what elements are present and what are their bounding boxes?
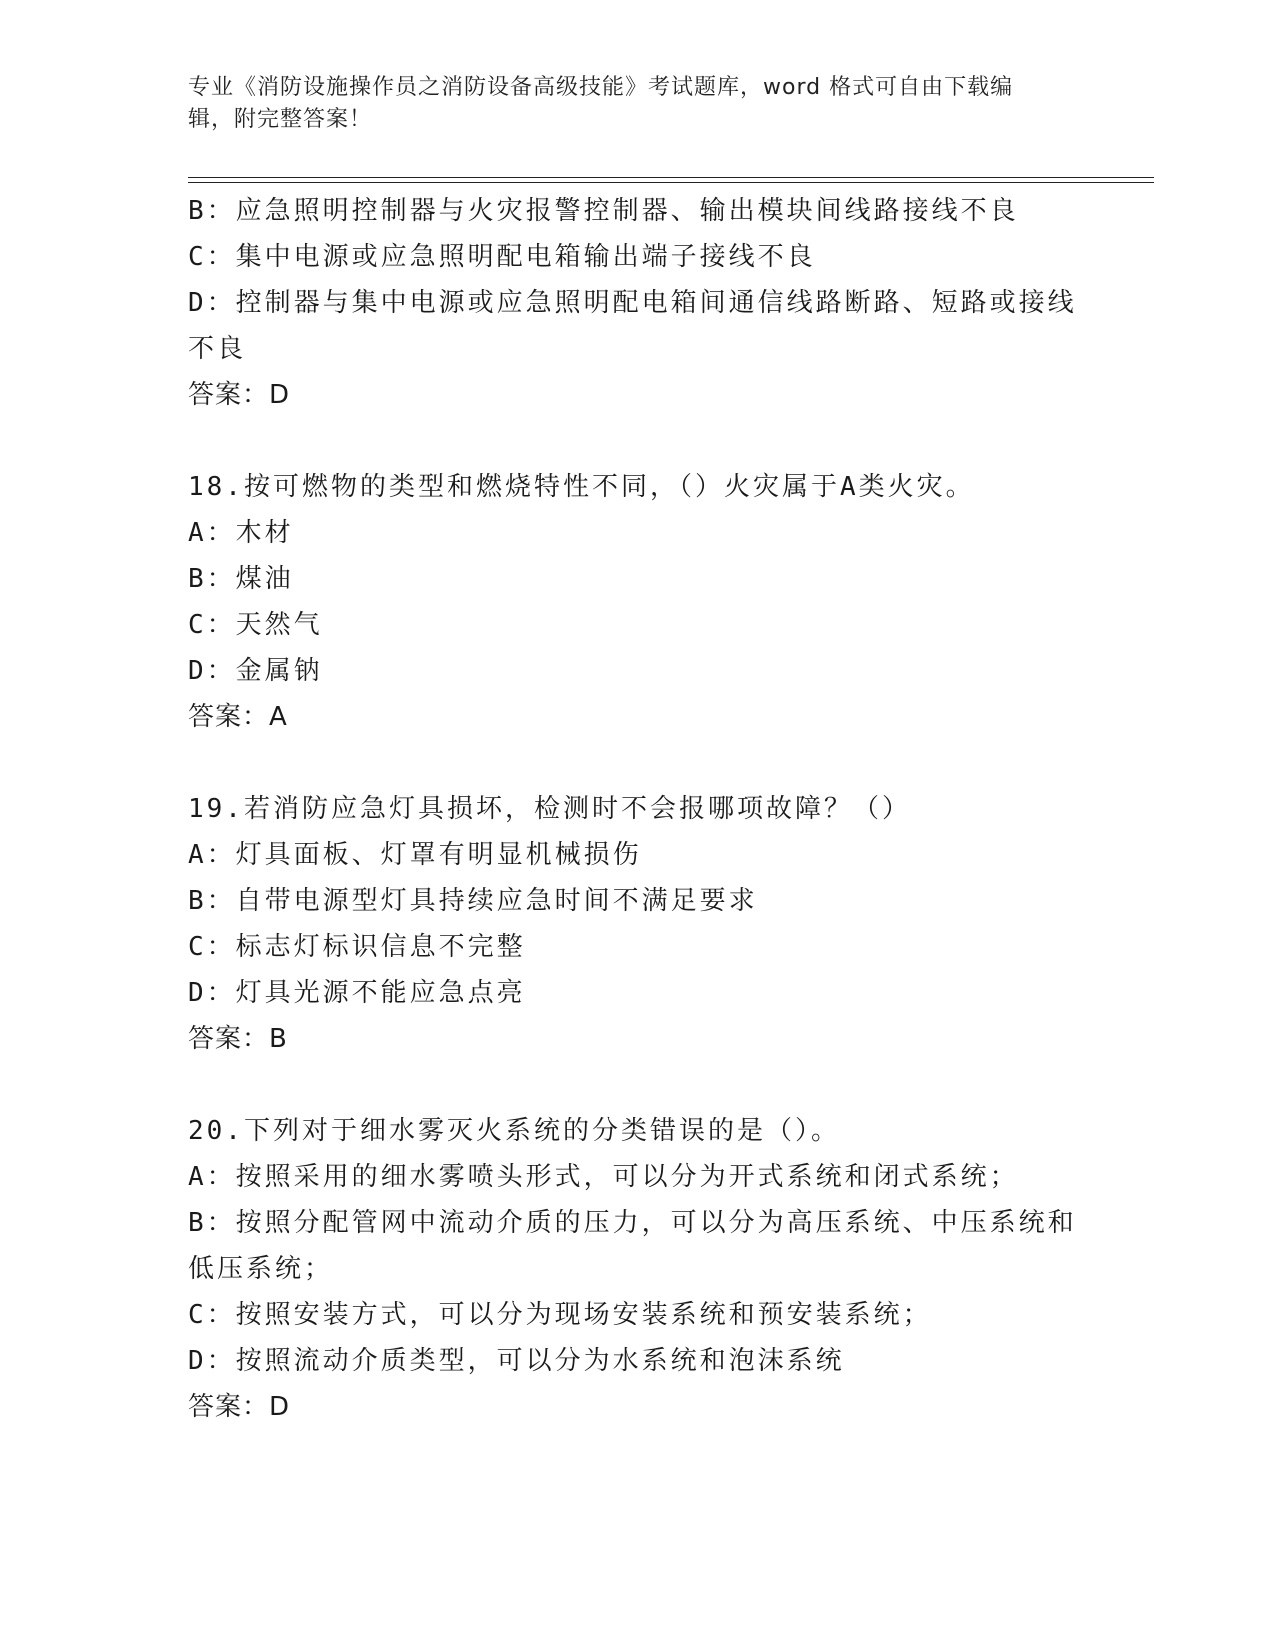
option-c: C：标志灯标识信息不完整 — [188, 932, 526, 962]
spacer — [188, 1062, 1088, 1108]
question-17-tail — [188, 188, 1088, 418]
answer: 答案：B — [188, 1024, 288, 1054]
option-a: A：木材 — [188, 518, 294, 548]
option-b: B：按照分配管网中流动介质的压力，可以分为高压系统、中压系统和 — [188, 1208, 1077, 1238]
question-text: 20.下列对于细水雾灭火系统的分类错误的是（）。 — [188, 1116, 840, 1146]
option-a: A：灯具面板、灯罩有明显机械损伤 — [188, 840, 642, 870]
option-c: C：按照安装方式，可以分为现场安装系统和预安装系统； — [188, 1300, 932, 1330]
option-d: D：灯具光源不能应急点亮 — [188, 978, 526, 1008]
document-header — [188, 72, 1068, 136]
question-list — [188, 188, 1088, 1430]
question-18 — [188, 464, 1088, 740]
option-d: D：控制器与集中电源或应急照明配电箱间通信线路断路、短路或接线 — [188, 288, 1077, 318]
question-text: 18.按可燃物的类型和燃烧特性不同，（）火灾属于A类火灾。 — [188, 472, 975, 502]
option-d: D：按照流动介质类型，可以分为水系统和泡沫系统 — [188, 1346, 845, 1376]
answer: 答案：A — [188, 702, 288, 732]
option-b-continued: 低压系统； — [188, 1254, 334, 1284]
header-rule-bottom — [188, 182, 1154, 183]
option-b: B：煤油 — [188, 564, 294, 594]
question-19 — [188, 786, 1088, 1062]
option-a: A：按照采用的细水雾喷头形式，可以分为开式系统和闭式系统； — [188, 1162, 1019, 1192]
question-text: 19.若消防应急灯具损坏，检测时不会报哪项故障？（） — [188, 794, 911, 824]
question-20 — [188, 1108, 1088, 1430]
option-d-continued: 不良 — [188, 334, 247, 364]
option-b: B：应急照明控制器与火灾报警控制器、输出模块间线路接线不良 — [188, 196, 1019, 226]
header-line-1: 专业《消防设施操作员之消防设备高级技能》考试题库，word 格式可自由下载编 — [188, 75, 1014, 100]
option-d: D：金属钠 — [188, 656, 323, 686]
header-line-2: 辑，附完整答案！ — [188, 107, 373, 132]
option-c: C：集中电源或应急照明配电箱输出端子接线不良 — [188, 242, 816, 272]
answer: 答案：D — [188, 380, 291, 410]
header-rule-top — [188, 177, 1154, 178]
option-b: B：自带电源型灯具持续应急时间不满足要求 — [188, 886, 758, 916]
answer: 答案：D — [188, 1392, 291, 1422]
spacer — [188, 418, 1088, 464]
spacer — [188, 740, 1088, 786]
option-c: C：天然气 — [188, 610, 323, 640]
